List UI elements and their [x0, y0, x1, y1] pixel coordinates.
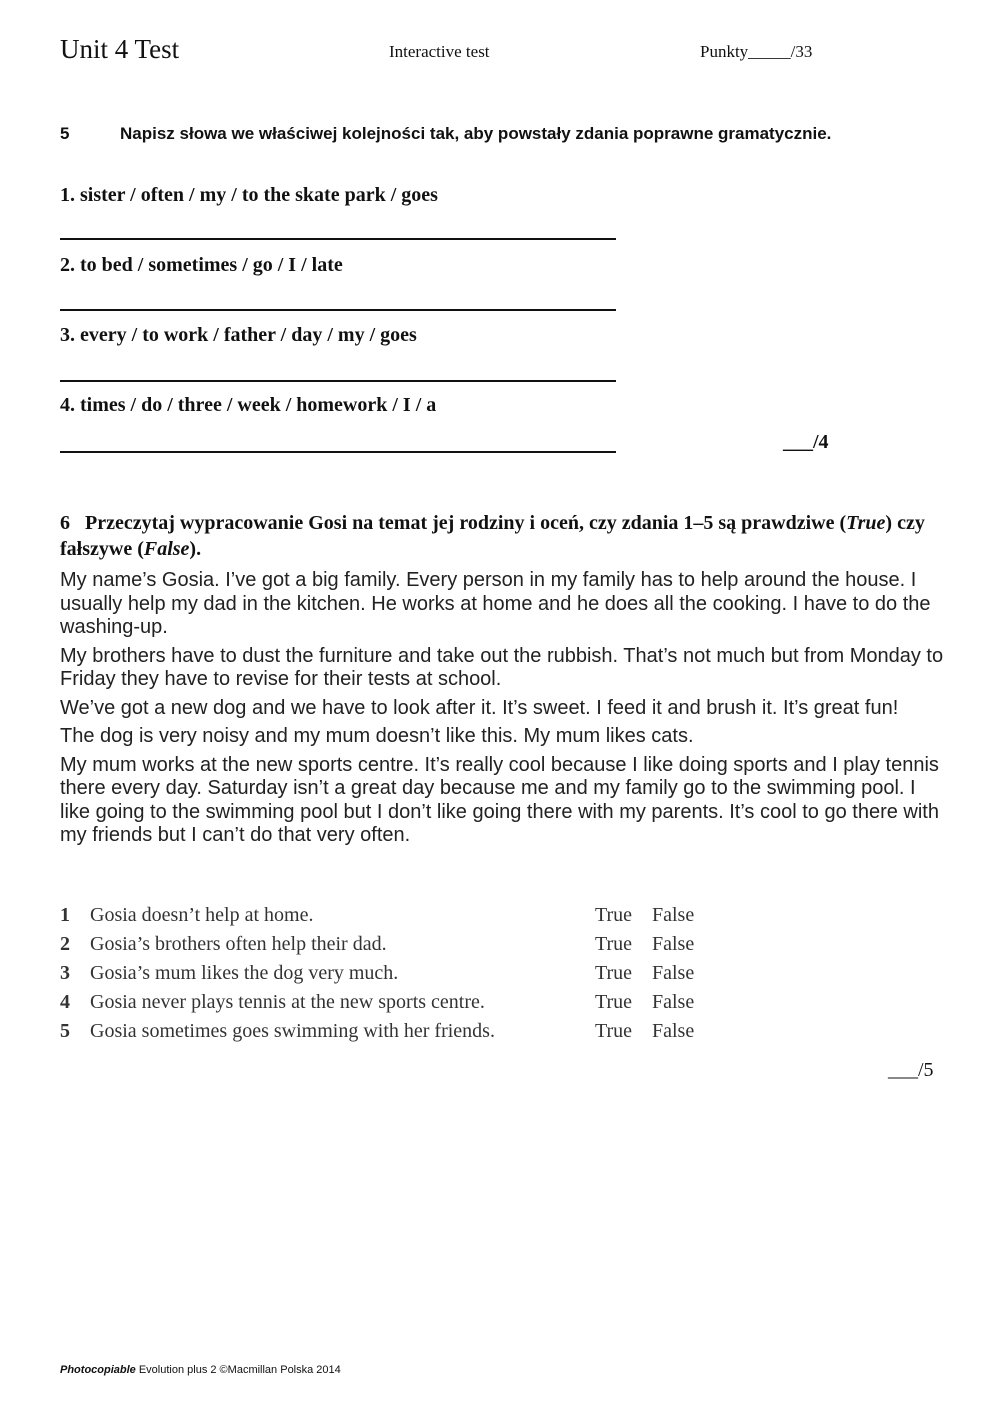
true-false-row — [60, 933, 760, 962]
statement-number: 3 — [60, 962, 70, 984]
footer — [60, 1364, 341, 1376]
statement-number: 1 — [60, 904, 70, 926]
exercise-6-instruction — [60, 510, 940, 562]
true-false-row — [60, 991, 760, 1020]
instruction-text: ). — [189, 538, 202, 560]
statement-text: Gosia never plays tennis at the new sports centre. — [90, 991, 485, 1013]
true-word: True — [846, 512, 886, 534]
passage-paragraph: My name’s Gosia. I’ve got a big family. Every person in my family has to help around the house. I usually help my dad in the kitchen. He works at home and he does all the cooking. I have to do the washing-up. — [60, 569, 931, 638]
passage-paragraph: We’ve got a new dog and we have to look after it. It’s sweet. I feed it and brush it. It’s great fun! — [60, 696, 899, 719]
answer-line[interactable] — [60, 380, 616, 382]
exercise-5-score: ___/4 — [783, 431, 829, 453]
false-option[interactable]: False — [652, 1020, 695, 1042]
instruction-text: Przeczytaj wypracowanie Gosi na temat jej rodziny i oceń, czy zdania 1–5 są prawdziwe ( — [85, 512, 847, 534]
page-subtitle: Interactive test — [389, 42, 490, 61]
answer-line[interactable] — [60, 238, 616, 240]
true-false-row — [60, 1020, 760, 1049]
statement-text: Gosia’s mum likes the dog very much. — [90, 962, 399, 984]
exercise-5-item: 1. sister / often / my / to the skate park / goes — [60, 184, 438, 206]
answer-line[interactable] — [60, 451, 616, 453]
statement-number: 4 — [60, 991, 70, 1013]
exercise-5-instruction: Napisz słowa we właściwej kolejności tak, aby powstały zdania poprawne gramatycznie. — [120, 124, 832, 143]
total-points: Punkty_____/33 — [700, 42, 813, 61]
true-option[interactable]: True — [595, 1020, 633, 1042]
statement-text: Gosia sometimes goes swimming with her friends. — [90, 1020, 495, 1042]
true-option[interactable]: True — [595, 933, 633, 955]
false-option[interactable]: False — [652, 933, 695, 955]
true-false-row — [60, 904, 760, 933]
true-option[interactable]: True — [595, 962, 633, 984]
footer-text: Evolution plus 2 ©Macmillan Polska 2014 — [135, 1364, 341, 1376]
exercise-6-score: ___/5 — [888, 1059, 934, 1081]
reading-passage — [60, 569, 945, 853]
statement-number: 5 — [60, 1020, 70, 1042]
passage-paragraph: My brothers have to dust the furniture and take out the rubbish. That’s not much but from Monday to Friday they have to revise for their tests at school. — [60, 644, 944, 690]
statement-text: Gosia’s brothers often help their dad. — [90, 933, 387, 955]
false-option[interactable]: False — [652, 962, 695, 984]
exercise-5-item: 4. times / do / three / week / homework / I / a — [60, 394, 437, 416]
false-option[interactable]: False — [652, 904, 695, 926]
exercise-5-item: 2. to bed / sometimes / go / I / late — [60, 254, 343, 276]
passage-paragraph: The dog is very noisy and my mum doesn’t like this. My mum likes cats. — [60, 725, 694, 747]
page-title: Unit 4 Test — [60, 34, 180, 64]
passage-paragraph: My mum works at the new sports centre. It’s really cool because I like doing sports and I play tennis there every day. Saturday isn’t a great day because me and my family go to the swimming pool. I like going to the swimming pool but I don’t like going there with my parents. It’s cool to go there with my friends but I can’t do that very often. — [60, 753, 939, 846]
true-option[interactable]: True — [595, 991, 633, 1013]
exercise-5-number: 5 — [60, 124, 70, 143]
exercise-6-number: 6 — [60, 512, 70, 534]
exercise-5-item: 3. every / to work / father / day / my / goes — [60, 324, 417, 346]
true-option[interactable]: True — [595, 904, 633, 926]
statement-text: Gosia doesn’t help at home. — [90, 904, 314, 926]
instruction-text: ) czy fałszywe ( — [60, 512, 925, 560]
statement-number: 2 — [60, 933, 70, 955]
false-word: False — [143, 538, 190, 560]
true-false-row — [60, 962, 760, 991]
false-option[interactable]: False — [652, 991, 695, 1013]
answer-line[interactable] — [60, 309, 616, 311]
photocopiable-label: Photocopiable — [60, 1364, 136, 1376]
